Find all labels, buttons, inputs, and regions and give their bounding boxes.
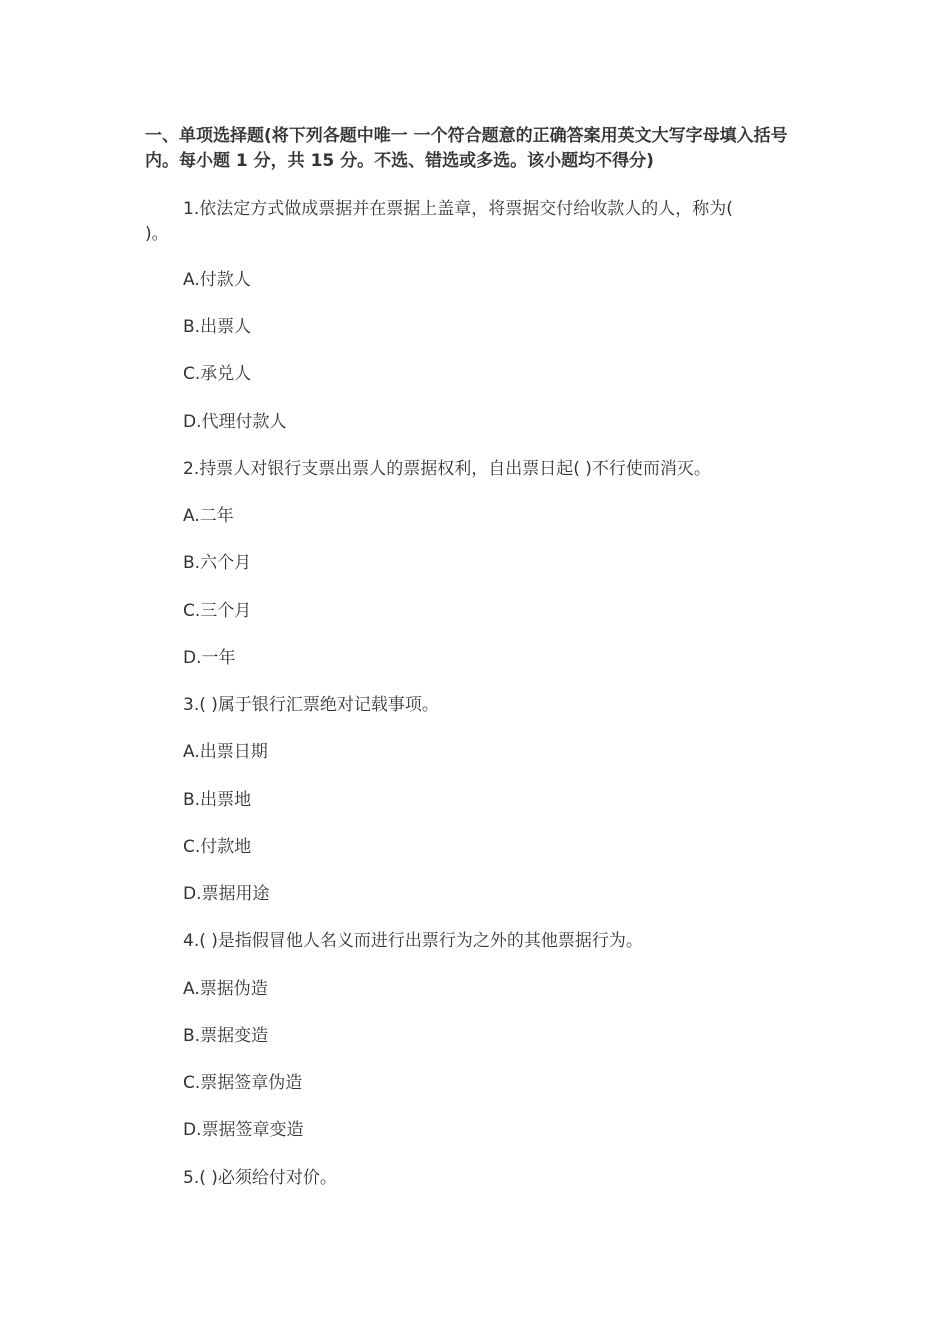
question-4-option-c: C.票据签章伪造 <box>183 1073 303 1093</box>
section-title: 一、单项选择题(将下列各题中唯一 一个符合题意的正确答案用英文大写字母填入括号内。每小题 1 分，共 15 分。不选、错选或多选。该小题均不得分) <box>145 126 788 171</box>
question-2-option-d: D.一年 <box>183 648 236 668</box>
question-2-option-c: C.三个月 <box>183 601 252 621</box>
question-3-option-d: D.票据用途 <box>183 884 270 904</box>
question-1-option-b: B.出票人 <box>183 317 252 337</box>
question-3-option-b: B.出票地 <box>183 790 252 810</box>
question-1-option-d: D.代理付款人 <box>183 412 287 432</box>
question-3-option-a: A.出票日期 <box>183 742 268 762</box>
question-1-stem: 1.依法定方式做成票据并在票据上盖章，将票据交付给收款人的人，称为( <box>183 199 733 219</box>
question-4-option-d: D.票据签章变造 <box>183 1120 304 1140</box>
question-1-stem-continuation: )。 <box>145 224 169 244</box>
question-3-stem: 3.( )属于银行汇票绝对记载事项。 <box>183 695 439 715</box>
question-4-option-a: A.票据伪造 <box>183 979 268 999</box>
question-1-option-a: A.付款人 <box>183 270 251 290</box>
question-1-option-c: C.承兑人 <box>183 364 252 384</box>
question-2-option-a: A.二年 <box>183 506 234 526</box>
question-5-stem: 5.( )必须给付对价。 <box>183 1168 337 1188</box>
question-3-option-c: C.付款地 <box>183 837 252 857</box>
question-2-option-b: B.六个月 <box>183 553 252 573</box>
question-4-option-b: B.票据变造 <box>183 1026 269 1046</box>
question-4-stem: 4.( )是指假冒他人名义而进行出票行为之外的其他票据行为。 <box>183 931 643 951</box>
question-2-stem: 2.持票人对银行支票出票人的票据权利，自出票日起( )不行使而消灭。 <box>183 459 711 479</box>
